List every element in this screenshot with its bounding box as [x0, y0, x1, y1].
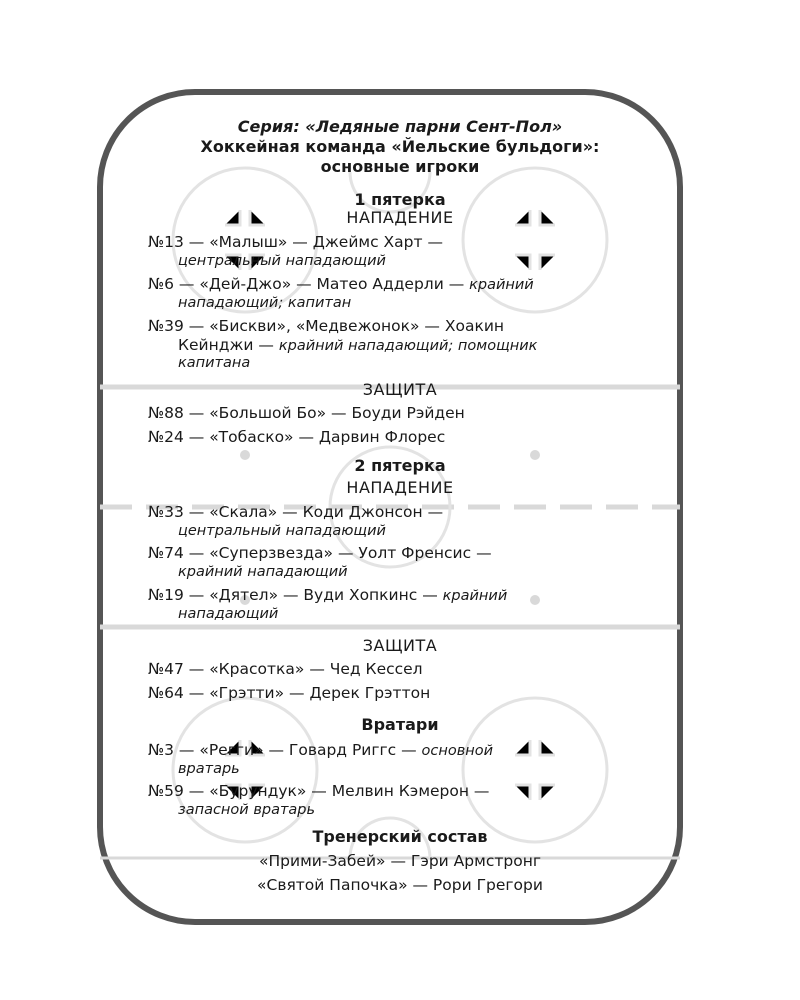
- line1-title: 1 пятерка: [354, 190, 446, 209]
- team-title: Хоккейная команда «Йельские бульдоги»:: [200, 137, 600, 156]
- series-title: Серия: «Ледяные парни Сент-Пол»: [237, 117, 563, 136]
- player-19-role: нападающий: [178, 606, 279, 622]
- player-59-line1: №59 — «Бурундук» — Мелвин Кэмерон —: [148, 782, 490, 800]
- player-6-line1: [148, 274, 534, 295]
- line2-defense-label: ЗАЩИТА: [362, 636, 438, 655]
- line2-title: 2 пятерка: [354, 456, 446, 475]
- line1-offense-label: НАПАДЕНИЕ: [346, 208, 454, 227]
- player-19-name: №19 — «Дятел» — Вуди Хопкинс —: [148, 586, 443, 604]
- coaches-title: Тренерский состав: [312, 827, 488, 846]
- player-13-role: центральный нападающий: [178, 253, 386, 269]
- player-3-role-start: основной: [421, 743, 494, 759]
- player-39-role-end: капитана: [178, 355, 251, 371]
- player-6-name: №6 — «Дей-Джо» — Матео Аддерли —: [148, 275, 470, 293]
- player-6-role-start: крайний: [469, 277, 534, 293]
- player-3-name: №3 — «Регги» — Говард Риггс —: [148, 741, 422, 759]
- coach-1: «Прими-Забей» — Гэри Армстронг: [259, 852, 541, 870]
- player-47: №47 — «Красотка» — Чед Кессел: [148, 660, 423, 678]
- player-24: №24 — «Тобаско» — Дарвин Флорес: [148, 428, 446, 446]
- player-39-name-end: Кейнджи —: [178, 336, 279, 354]
- player-3-line1: [148, 740, 493, 761]
- player-33-role: центральный нападающий: [178, 523, 386, 539]
- coach-2: «Святой Папочка» — Рори Грегори: [257, 876, 543, 894]
- player-6-role: нападающий; капитан: [178, 295, 352, 311]
- subtitle: основные игроки: [320, 157, 480, 176]
- player-74-line1: №74 — «Суперзвезда» — Уолт Френсис —: [148, 544, 492, 562]
- player-3-role: вратарь: [178, 761, 240, 777]
- player-59-role: запасной вратарь: [178, 802, 316, 818]
- line1-defense-label: ЗАЩИТА: [362, 380, 438, 399]
- line2-offense-label: НАПАДЕНИЕ: [346, 478, 454, 497]
- player-19-role-start: крайний: [442, 588, 508, 604]
- player-39-line1: №39 — «Бискви», «Медвежонок» — Хоакин: [148, 317, 505, 335]
- goalies-title: Вратари: [361, 715, 439, 734]
- player-13-line1: №13 — «Малыш» — Джеймс Харт —: [148, 233, 443, 251]
- player-39-role: крайний нападающий; помощник: [278, 338, 538, 354]
- player-88: №88 — «Большой Бо» — Боуди Рэйден: [148, 404, 465, 422]
- player-64: №64 — «Грэтти» — Дерек Грэттон: [148, 684, 431, 702]
- player-33-line1: №33 — «Скала» — Коди Джонсон —: [148, 503, 444, 521]
- player-19-line1: [148, 585, 507, 606]
- player-74-role: крайний нападающий: [178, 564, 348, 580]
